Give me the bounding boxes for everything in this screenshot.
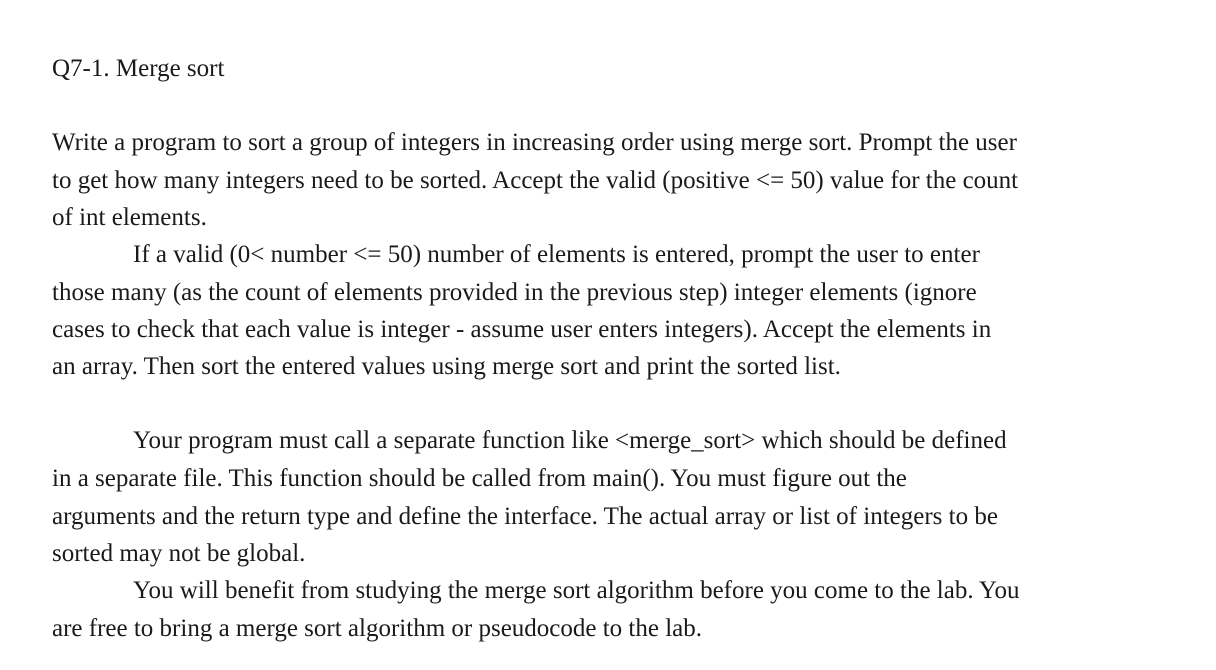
paragraph-line: You will benefit from studying the merge sort algorithm before you come to the lab. You (133, 577, 1020, 604)
paragraph-line: cases to check that each value is integer - assume user enters integers). Accept the elements in (52, 316, 992, 343)
paragraph-line: arguments and the return type and define the interface. The actual array or list of integers to be (52, 503, 998, 530)
paragraph-line: in a separate file. This function should be called from main(). You must figure out the (52, 465, 907, 492)
paragraph-line: sorted may not be global. (52, 540, 306, 567)
paragraph-line: of int elements. (52, 204, 207, 231)
paragraph-line: If a valid (0< number <= 50) number of elements is entered, prompt the user to enter (133, 241, 980, 268)
paragraph-line: Write a program to sort a group of integers in increasing order using merge sort. Prompt the user (52, 129, 1017, 156)
paragraph-line: an array. Then sort the entered values using merge sort and print the sorted list. (52, 353, 841, 380)
paragraph-line: are free to bring a merge sort algorithm or pseudocode to the lab. (52, 615, 703, 642)
paragraph-line: to get how many integers need to be sorted. Accept the valid (positive <= 50) value for the count (52, 167, 1019, 194)
page-title: Q7-1. Merge sort (52, 55, 225, 82)
paragraph-line: Your program must call a separate function like <merge_sort> which should be defined (133, 427, 1007, 454)
paragraph-line: those many (as the count of elements provided in the previous step) integer elements (ignore (52, 279, 977, 306)
